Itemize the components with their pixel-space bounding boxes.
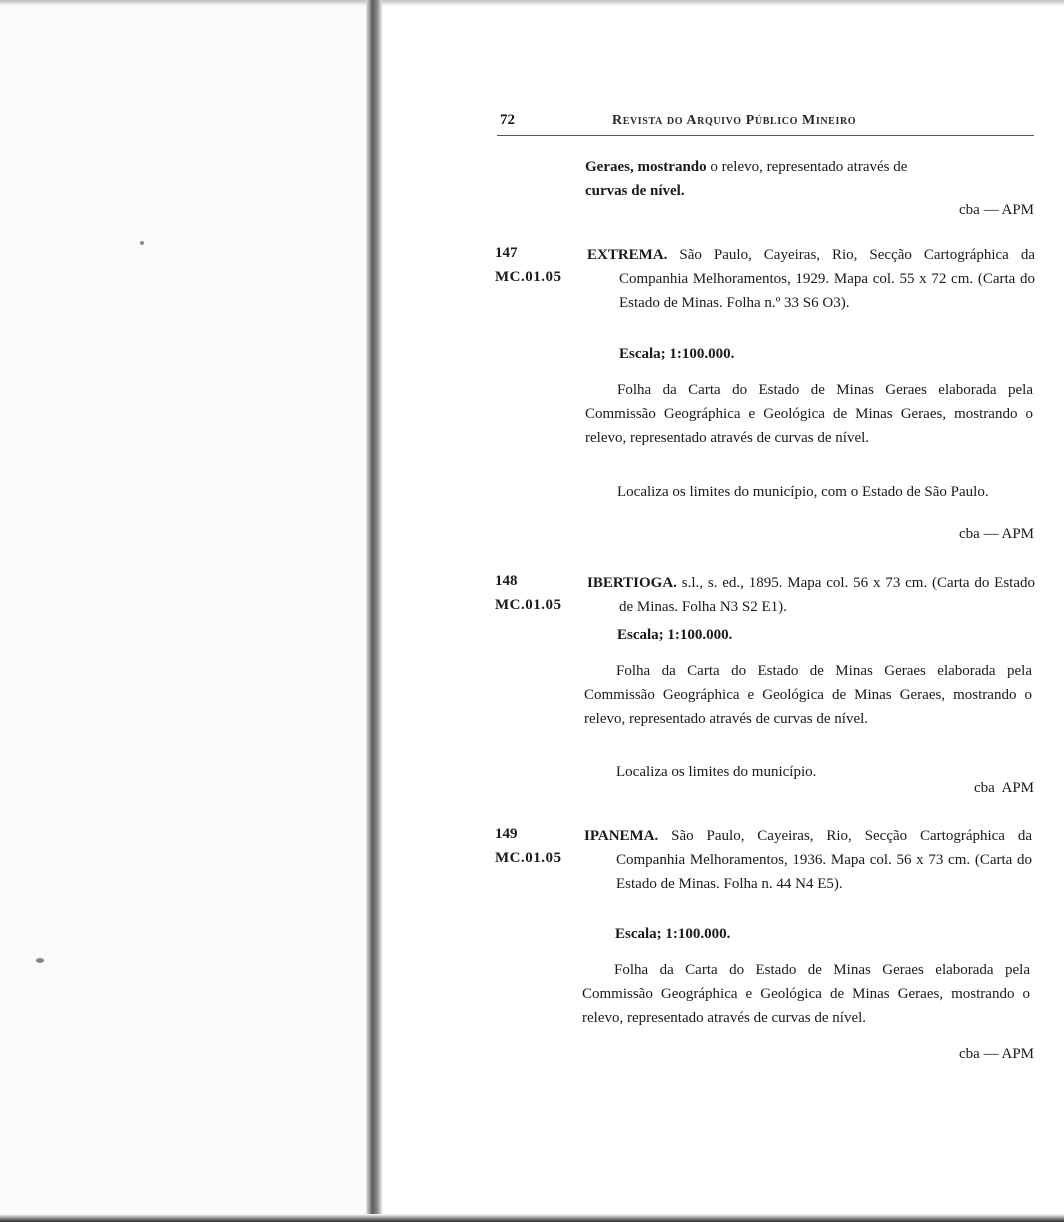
entry-title: IBERTIOGA.: [587, 575, 677, 591]
entry-description-block: [585, 378, 1033, 450]
entry-note: Localiza os limites do município, com o Estado de São Paulo.: [617, 484, 989, 500]
signature: cba — APM: [959, 202, 1034, 218]
entry-scale: Escala; 1:100.000.: [615, 926, 731, 942]
entry-number: 147: [495, 245, 518, 261]
entry-description-block: [582, 958, 1030, 1030]
scan-bottom-edge: [0, 1214, 1064, 1222]
entry-citation: [584, 824, 1032, 896]
entry-description: Folha da Carta do Estado de Minas Geraes elaborada pela Commissão Geográphica e Geológica de Minas Geraes, mostrando o relevo, representado através de curvas de nível.: [582, 962, 1030, 1026]
entry-title: EXTREMA.: [587, 247, 668, 263]
entry-scale: Escala; 1:100.000.: [617, 627, 733, 643]
entry-description: Folha da Carta do Estado de Minas Geraes elaborada pela Commissão Geográphica e Geológica de Minas Geraes, mostrando o relevo, representado através de curvas de nível.: [585, 382, 1033, 446]
scan-speck: [36, 958, 44, 963]
entry-citation: [587, 243, 1035, 315]
running-title: Revista do Arquivo Público Mineiro: [612, 113, 857, 128]
continuation-line2: curvas de nível.: [585, 183, 685, 199]
scan-top-edge: [0, 0, 1064, 6]
entry-code: MC.01.05: [495, 597, 562, 613]
continuation-text: [585, 155, 1033, 203]
page-number: 72: [500, 112, 515, 128]
entry-note-block: [585, 480, 1033, 504]
book-spine: [366, 0, 382, 1222]
entry-citation-text: São Paulo, Cayeiras, Rio, Secção Cartográphica da Companhia Melhoramentos, 1929. Mapa col. 55 x 72 cm. (Carta do Estado de Minas. Folha n.º 33 S6 O3).: [619, 247, 1035, 311]
entry-citation-text: São Paulo, Cayeiras, Rio, Secção Cartográphica da Companhia Melhoramentos, 1936. Mapa col. 56 x 73 cm. (Carta do Estado de Minas. Folha n. 44 N4 E5).: [616, 828, 1032, 892]
entry-code: MC.01.05: [495, 850, 562, 866]
entry-description: Folha da Carta do Estado de Minas Geraes elaborada pela Commissão Geográphica e Geológica de Minas Geraes, mostrando o relevo, representado através de curvas de nível.: [584, 663, 1032, 727]
entry-code: MC.01.05: [495, 269, 562, 285]
entry-citation-text: s.l., s. ed., 1895. Mapa col. 56 x 73 cm. (Carta do Estado de Minas. Folha N3 S2 E1).: [619, 575, 1035, 615]
entry-note: Localiza os limites do município.: [616, 764, 817, 780]
entry-number: 148: [495, 573, 518, 589]
header-rule: [497, 135, 1034, 136]
continuation-line1: o relevo, representado através de: [706, 159, 908, 175]
continuation-bold: Geraes, mostrando: [585, 159, 707, 175]
entry-number: 149: [495, 826, 518, 842]
entry-scale: Escala; 1:100.000.: [619, 346, 735, 362]
entry-description-block: [584, 659, 1032, 731]
facing-page: [0, 0, 368, 1222]
entry-title: IPANEMA.: [584, 828, 659, 844]
entry-citation: [587, 571, 1035, 619]
signature: cba — APM: [959, 526, 1034, 542]
scan-speck: [140, 241, 144, 245]
signature: cba APM: [974, 780, 1034, 796]
entry-note-block: [584, 760, 1032, 784]
signature: cba — APM: [959, 1046, 1034, 1062]
